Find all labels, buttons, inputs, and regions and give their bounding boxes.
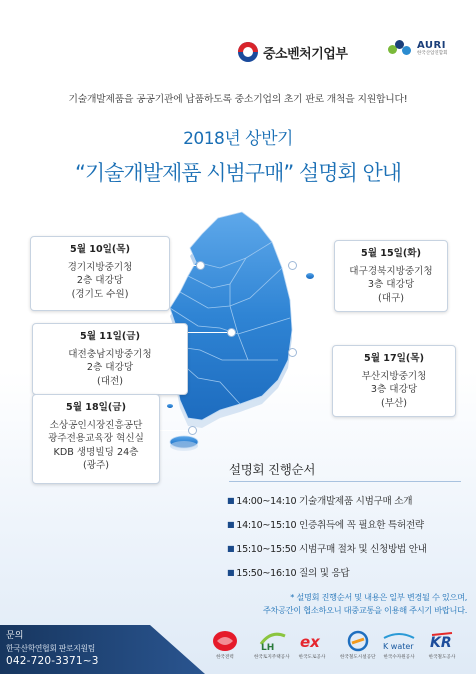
leader-line [187, 332, 231, 333]
kepco-logo [212, 630, 238, 660]
korail-icon [428, 630, 456, 652]
session-room: 3층 대강당 [367, 279, 415, 290]
schedule-title: 설명회 진행순서 [229, 462, 316, 477]
auri-subtitle: 한국산업연합회 [417, 51, 448, 57]
partner-caption: 한국토지주택공사 [254, 655, 290, 660]
session-room: 2층 대강당 [86, 362, 134, 373]
square-bullet-icon: ■ [227, 519, 235, 529]
year-heading: 2018년 상반기 [183, 129, 293, 149]
session-room: KDB 생명빌딩 24층 [53, 446, 139, 458]
contact-phone: 042-720-3371~3 [6, 655, 99, 667]
schedule-item [227, 541, 427, 555]
auri-mark-icon [388, 40, 414, 58]
location-dot-daejeon [227, 328, 236, 337]
kwater-icon [382, 630, 416, 652]
session-region: (광주) [82, 460, 110, 471]
schedule-item [227, 493, 412, 507]
session-region: (대구) [377, 292, 405, 304]
auri-name: AURI [417, 40, 446, 52]
session-date: 5월 10일(목) [70, 244, 130, 255]
session-date: 5월 17일(목) [364, 353, 424, 364]
session-box-gyeonggi [30, 236, 170, 311]
page-title: “기술개발제품 시범구매” 설명회 안내 [74, 161, 402, 185]
session-date: 5월 18일(금) [66, 402, 126, 413]
lh-icon [257, 630, 287, 652]
square-bullet-icon: ■ [227, 495, 235, 505]
square-bullet-icon: ■ [227, 543, 235, 553]
session-region: (대전) [96, 375, 124, 387]
ex-wordmark: ex [300, 633, 320, 651]
notice-line: 주차공간이 협소하오니 대중교통을 이용해 주시기 바랍니다. [262, 605, 467, 615]
session-date: 5월 11일(금) [80, 331, 140, 342]
location-dot-daegu [288, 261, 297, 270]
partner-caption: 한국수자원공사 [383, 655, 415, 660]
kr-rail-logo [340, 630, 376, 660]
session-region: (경기도 수원) [71, 288, 129, 300]
korail-logo [428, 630, 456, 660]
partner-caption: 한국전력 [216, 655, 234, 660]
partner-caption: 한국도로공사 [298, 655, 326, 660]
session-venue: 경기지방중기청 [67, 261, 133, 273]
schedule-item [227, 565, 349, 579]
ministry-name: 중소벤처기업부 [263, 46, 348, 62]
ex-icon [298, 630, 326, 652]
session-venue: 부산지방중기청 [361, 370, 427, 382]
kwater-logo [382, 630, 416, 660]
lh-wordmark: LH [260, 643, 275, 652]
notice-line: * 설명회 진행순서 및 내용은 일부 변경될 수 있으며, [290, 592, 467, 602]
location-dot-suwon [196, 261, 205, 270]
leader-line [292, 352, 332, 353]
session-region: (부산) [380, 397, 408, 409]
session-venue-sub: 광주전용교육장 혁신실 [48, 433, 144, 444]
square-bullet-icon: ■ [227, 567, 235, 577]
partner-caption: 한국철도시설공단 [340, 655, 376, 660]
session-venue: 대구경북지방중기청 [349, 265, 433, 277]
kepco-icon [212, 630, 238, 652]
schedule-item-text: 15:10~15:50 시범구매 절차 및 신청방법 안내 [236, 544, 427, 555]
session-date: 5월 15일(화) [361, 248, 421, 259]
session-box-daegu [334, 240, 448, 312]
notice [160, 591, 467, 617]
schedule-divider [229, 481, 461, 482]
session-room: 3층 대강당 [370, 384, 418, 395]
schedule-item-text: 15:50~16:10 질의 및 응답 [236, 568, 350, 579]
kr-rail-icon [344, 630, 372, 652]
ministry-logo [238, 42, 347, 62]
location-dot-busan [288, 348, 297, 357]
schedule-item [227, 517, 424, 531]
ex-logo [298, 630, 326, 660]
intro-text: 기술개발제품을 공공기관에 납품하도록 중소기업의 초기 판로 개척을 지원합니다! [68, 94, 408, 105]
session-box-daejeon [32, 323, 188, 395]
session-box-busan [332, 345, 456, 417]
kwater-wordmark: K water [383, 642, 414, 651]
schedule-item-text: 14:00~14:10 기술개발제품 시범구매 소개 [236, 496, 413, 507]
session-room: 2층 대강당 [76, 275, 124, 286]
session-venue: 대전충남지방중기청 [68, 348, 152, 360]
taegeuk-icon [238, 42, 258, 62]
session-venue: 소상공인시장진흥공단 [49, 419, 143, 431]
kr-wordmark: KR [430, 635, 452, 651]
auri-logo [388, 40, 447, 58]
schedule-item-text: 14:10~15:10 인증취득에 꼭 필요한 특허전략 [236, 520, 424, 531]
lh-logo [254, 630, 290, 660]
leader-line [292, 265, 334, 266]
contact-org: 한국산학연협회 판로지원팀 [6, 644, 95, 653]
location-dot-gwangju [188, 426, 197, 435]
session-box-gwangju [32, 394, 160, 484]
partner-caption: 한국철도공사 [428, 655, 456, 660]
contact-label: 문의 [6, 631, 24, 641]
